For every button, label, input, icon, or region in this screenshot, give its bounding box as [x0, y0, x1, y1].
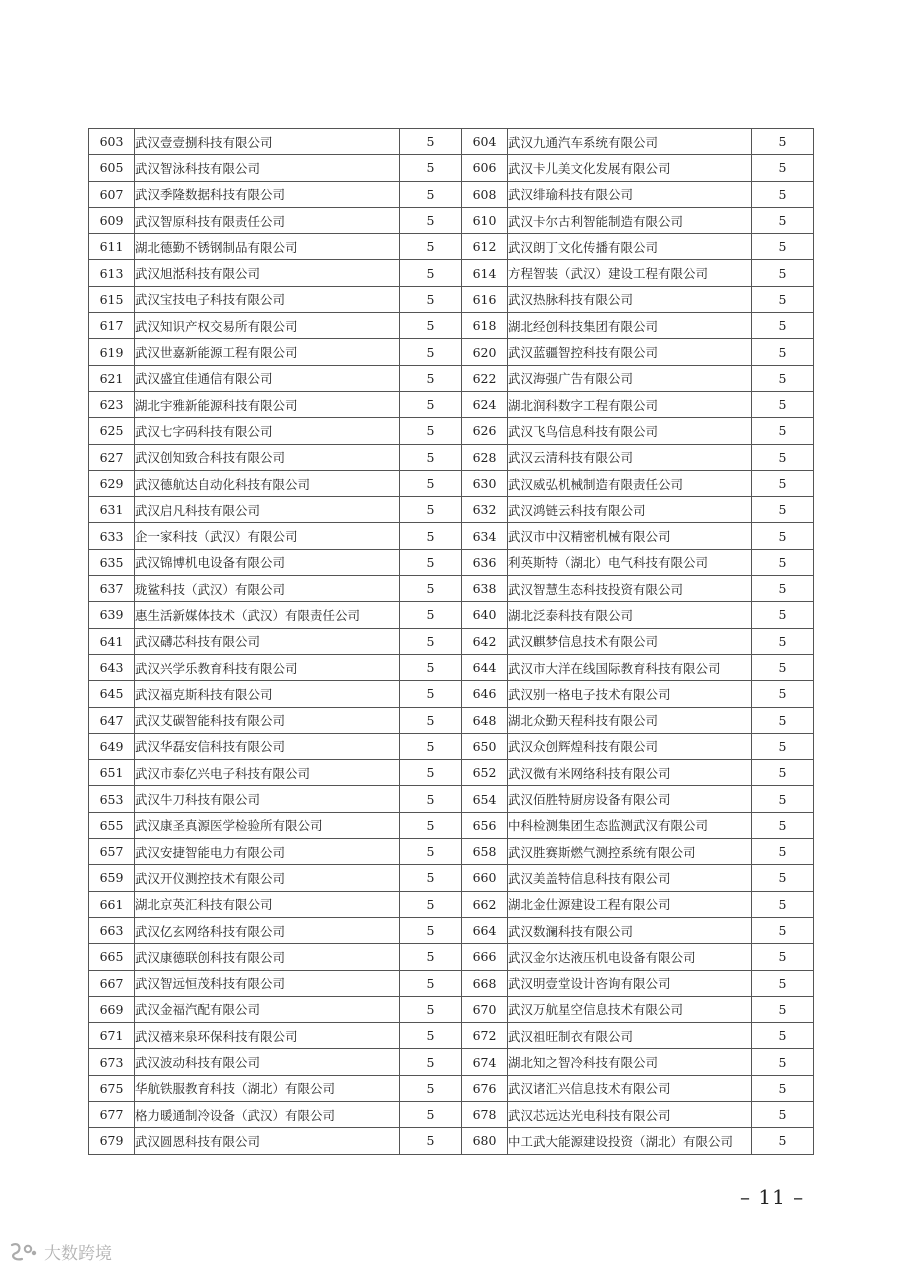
- serial-number-cell: 670: [462, 996, 508, 1022]
- serial-number-cell: 659: [89, 865, 135, 891]
- score-cell: 5: [400, 733, 462, 759]
- score-cell: 5: [752, 733, 814, 759]
- table-row: [89, 181, 814, 207]
- score-cell: 5: [400, 181, 462, 207]
- serial-number-cell: 620: [462, 339, 508, 365]
- score-cell: 5: [752, 681, 814, 707]
- company-name-cell: 武汉威弘机械制造有限责任公司: [508, 470, 752, 496]
- serial-number-cell: 621: [89, 365, 135, 391]
- score-cell: 5: [752, 260, 814, 286]
- company-name-cell: 武汉知识产权交易所有限公司: [135, 313, 400, 339]
- serial-number-cell: 641: [89, 628, 135, 654]
- table-row: [89, 944, 814, 970]
- table-row: [89, 470, 814, 496]
- score-cell: 5: [752, 523, 814, 549]
- serial-number-cell: 646: [462, 681, 508, 707]
- score-cell: 5: [752, 286, 814, 312]
- score-cell: 5: [752, 418, 814, 444]
- company-name-cell: 武汉云清科技有限公司: [508, 444, 752, 470]
- company-name-cell: 惠生活新媒体技术（武汉）有限责任公司: [135, 602, 400, 628]
- serial-number-cell: 608: [462, 181, 508, 207]
- company-name-cell: 武汉宝技电子科技有限公司: [135, 286, 400, 312]
- table-row: [89, 707, 814, 733]
- company-name-cell: 武汉盛宜佳通信有限公司: [135, 365, 400, 391]
- company-name-cell: 武汉微有米网络科技有限公司: [508, 760, 752, 786]
- score-cell: 5: [752, 181, 814, 207]
- score-cell: 5: [400, 891, 462, 917]
- company-name-cell: 武汉康德联创科技有限公司: [135, 944, 400, 970]
- company-name-cell: 武汉绯瑜科技有限公司: [508, 181, 752, 207]
- serial-number-cell: 622: [462, 365, 508, 391]
- company-name-cell: 湖北京英汇科技有限公司: [135, 891, 400, 917]
- table-row: [89, 339, 814, 365]
- table-row: [89, 234, 814, 260]
- company-name-cell: 武汉世嘉新能源工程有限公司: [135, 339, 400, 365]
- company-name-cell: 武汉祖旺制衣有限公司: [508, 1023, 752, 1049]
- company-name-cell: 中科检测集团生态监测武汉有限公司: [508, 812, 752, 838]
- serial-number-cell: 609: [89, 207, 135, 233]
- company-name-cell: 湖北众勤天程科技有限公司: [508, 707, 752, 733]
- score-cell: 5: [752, 129, 814, 155]
- serial-number-cell: 606: [462, 155, 508, 181]
- serial-number-cell: 647: [89, 707, 135, 733]
- watermark: [8, 1239, 112, 1264]
- score-cell: 5: [752, 313, 814, 339]
- company-roster-table: [88, 128, 814, 1155]
- score-cell: 5: [400, 418, 462, 444]
- serial-number-cell: 631: [89, 497, 135, 523]
- company-name-cell: 武汉市中汉精密机械有限公司: [508, 523, 752, 549]
- table-row: [89, 1101, 814, 1127]
- score-cell: 5: [400, 865, 462, 891]
- score-cell: 5: [400, 654, 462, 680]
- company-name-cell: 武汉别一格电子技术有限公司: [508, 681, 752, 707]
- score-cell: 5: [752, 654, 814, 680]
- serial-number-cell: 672: [462, 1023, 508, 1049]
- company-name-cell: 武汉金福汽配有限公司: [135, 996, 400, 1022]
- company-name-cell: 中工武大能源建设投资（湖北）有限公司: [508, 1128, 752, 1154]
- score-cell: 5: [400, 444, 462, 470]
- company-name-cell: 格力暖通制冷设备（武汉）有限公司: [135, 1101, 400, 1127]
- table-row: [89, 313, 814, 339]
- serial-number-cell: 626: [462, 418, 508, 444]
- score-cell: 5: [400, 155, 462, 181]
- score-cell: 5: [400, 1075, 462, 1101]
- company-name-cell: 武汉卡尔古利智能制造有限公司: [508, 207, 752, 233]
- company-name-cell: 湖北经创科技集团有限公司: [508, 313, 752, 339]
- company-name-cell: 湖北润科数字工程有限公司: [508, 391, 752, 417]
- table-row: [89, 576, 814, 602]
- serial-number-cell: 652: [462, 760, 508, 786]
- score-cell: 5: [752, 944, 814, 970]
- company-name-cell: 武汉芯远达光电科技有限公司: [508, 1101, 752, 1127]
- table-row: [89, 1023, 814, 1049]
- company-name-cell: 湖北金仕源建设工程有限公司: [508, 891, 752, 917]
- score-cell: 5: [752, 996, 814, 1022]
- company-name-cell: 湖北泛泰科技有限公司: [508, 602, 752, 628]
- score-cell: 5: [752, 391, 814, 417]
- score-cell: 5: [752, 576, 814, 602]
- score-cell: 5: [400, 576, 462, 602]
- serial-number-cell: 655: [89, 812, 135, 838]
- serial-number-cell: 638: [462, 576, 508, 602]
- company-name-cell: 武汉明壹堂设计咨询有限公司: [508, 970, 752, 996]
- score-cell: 5: [400, 839, 462, 865]
- score-cell: 5: [400, 812, 462, 838]
- score-cell: 5: [752, 602, 814, 628]
- table-row: [89, 917, 814, 943]
- score-cell: 5: [400, 628, 462, 654]
- serial-number-cell: 635: [89, 549, 135, 575]
- score-cell: 5: [752, 628, 814, 654]
- serial-number-cell: 614: [462, 260, 508, 286]
- serial-number-cell: 671: [89, 1023, 135, 1049]
- serial-number-cell: 651: [89, 760, 135, 786]
- serial-number-cell: 624: [462, 391, 508, 417]
- serial-number-cell: 660: [462, 865, 508, 891]
- company-name-cell: 武汉开仪测控技术有限公司: [135, 865, 400, 891]
- serial-number-cell: 623: [89, 391, 135, 417]
- score-cell: 5: [752, 707, 814, 733]
- serial-number-cell: 668: [462, 970, 508, 996]
- score-cell: 5: [752, 786, 814, 812]
- company-name-cell: 武汉朗丁文化传播有限公司: [508, 234, 752, 260]
- serial-number-cell: 636: [462, 549, 508, 575]
- score-cell: 5: [752, 497, 814, 523]
- table-row: [89, 523, 814, 549]
- serial-number-cell: 654: [462, 786, 508, 812]
- serial-number-cell: 637: [89, 576, 135, 602]
- serial-number-cell: 627: [89, 444, 135, 470]
- company-name-cell: 武汉万航星空信息技术有限公司: [508, 996, 752, 1022]
- company-name-cell: 武汉启凡科技有限公司: [135, 497, 400, 523]
- score-cell: 5: [400, 970, 462, 996]
- score-cell: 5: [752, 865, 814, 891]
- company-name-cell: 武汉禧来泉环保科技有限公司: [135, 1023, 400, 1049]
- company-name-cell: 武汉鸿链云科技有限公司: [508, 497, 752, 523]
- score-cell: 5: [400, 760, 462, 786]
- roster-body: [89, 129, 814, 1155]
- score-cell: 5: [400, 313, 462, 339]
- table-row: [89, 681, 814, 707]
- company-name-cell: 武汉壹壹捌科技有限公司: [135, 129, 400, 155]
- serial-number-cell: 674: [462, 1049, 508, 1075]
- table-row: [89, 207, 814, 233]
- table-row: [89, 733, 814, 759]
- table-row: [89, 365, 814, 391]
- company-name-cell: 武汉创知致合科技有限公司: [135, 444, 400, 470]
- company-name-cell: 武汉旭湉科技有限公司: [135, 260, 400, 286]
- serial-number-cell: 610: [462, 207, 508, 233]
- table-row: [89, 970, 814, 996]
- score-cell: 5: [752, 155, 814, 181]
- company-name-cell: 武汉牛刀科技有限公司: [135, 786, 400, 812]
- table-row: [89, 1075, 814, 1101]
- score-cell: 5: [752, 1075, 814, 1101]
- score-cell: 5: [400, 1128, 462, 1154]
- company-name-cell: 武汉福克斯科技有限公司: [135, 681, 400, 707]
- score-cell: 5: [752, 1023, 814, 1049]
- table-row: [89, 1128, 814, 1154]
- serial-number-cell: 629: [89, 470, 135, 496]
- page-number: – 11 –: [740, 1185, 805, 1209]
- serial-number-cell: 673: [89, 1049, 135, 1075]
- table-row: [89, 865, 814, 891]
- company-name-cell: 武汉季隆数据科技有限公司: [135, 181, 400, 207]
- score-cell: 5: [400, 207, 462, 233]
- watermark-text: 大数跨境: [44, 1244, 112, 1264]
- company-name-cell: 武汉海强广告有限公司: [508, 365, 752, 391]
- company-name-cell: 武汉亿玄网络科技有限公司: [135, 917, 400, 943]
- serial-number-cell: 649: [89, 733, 135, 759]
- serial-number-cell: 607: [89, 181, 135, 207]
- serial-number-cell: 677: [89, 1101, 135, 1127]
- serial-number-cell: 604: [462, 129, 508, 155]
- table-row: [89, 602, 814, 628]
- serial-number-cell: 676: [462, 1075, 508, 1101]
- table-row: [89, 129, 814, 155]
- company-name-cell: 武汉飞鸟信息科技有限公司: [508, 418, 752, 444]
- score-cell: 5: [400, 996, 462, 1022]
- serial-number-cell: 653: [89, 786, 135, 812]
- table-row: [89, 760, 814, 786]
- score-cell: 5: [752, 839, 814, 865]
- company-name-cell: 武汉数澜科技有限公司: [508, 917, 752, 943]
- serial-number-cell: 648: [462, 707, 508, 733]
- table-row: [89, 786, 814, 812]
- score-cell: 5: [400, 681, 462, 707]
- company-name-cell: 武汉市大洋在线国际教育科技有限公司: [508, 654, 752, 680]
- company-name-cell: 武汉礴芯科技有限公司: [135, 628, 400, 654]
- serial-number-cell: 612: [462, 234, 508, 260]
- score-cell: 5: [400, 1101, 462, 1127]
- company-name-cell: 武汉卡儿美文化发展有限公司: [508, 155, 752, 181]
- table-row: [89, 497, 814, 523]
- table-row: [89, 418, 814, 444]
- score-cell: 5: [400, 497, 462, 523]
- score-cell: 5: [752, 1128, 814, 1154]
- serial-number-cell: 650: [462, 733, 508, 759]
- serial-number-cell: 639: [89, 602, 135, 628]
- score-cell: 5: [400, 129, 462, 155]
- company-name-cell: 武汉兴学乐教育科技有限公司: [135, 654, 400, 680]
- company-name-cell: 武汉热脉科技有限公司: [508, 286, 752, 312]
- table-row: [89, 891, 814, 917]
- score-cell: 5: [400, 260, 462, 286]
- score-cell: 5: [752, 1101, 814, 1127]
- serial-number-cell: 618: [462, 313, 508, 339]
- serial-number-cell: 619: [89, 339, 135, 365]
- company-name-cell: 武汉康圣真源医学检验所有限公司: [135, 812, 400, 838]
- serial-number-cell: 665: [89, 944, 135, 970]
- serial-number-cell: 667: [89, 970, 135, 996]
- company-name-cell: 方程智装（武汉）建设工程有限公司: [508, 260, 752, 286]
- company-name-cell: 湖北德勤不锈钢制品有限公司: [135, 234, 400, 260]
- company-name-cell: 武汉智慧生态科技投资有限公司: [508, 576, 752, 602]
- score-cell: 5: [400, 917, 462, 943]
- serial-number-cell: 634: [462, 523, 508, 549]
- company-name-cell: 武汉锦博机电设备有限公司: [135, 549, 400, 575]
- table-row: [89, 628, 814, 654]
- company-name-cell: 华航铁服教育科技（湖北）有限公司: [135, 1075, 400, 1101]
- score-cell: 5: [400, 470, 462, 496]
- table-row: [89, 444, 814, 470]
- table-row: [89, 260, 814, 286]
- company-name-cell: 武汉智泳科技有限公司: [135, 155, 400, 181]
- score-cell: 5: [752, 917, 814, 943]
- serial-number-cell: 657: [89, 839, 135, 865]
- serial-number-cell: 616: [462, 286, 508, 312]
- serial-number-cell: 658: [462, 839, 508, 865]
- table-row: [89, 391, 814, 417]
- score-cell: 5: [400, 1049, 462, 1075]
- table-row: [89, 549, 814, 575]
- table-row: [89, 812, 814, 838]
- table-row: [89, 654, 814, 680]
- table-row: [89, 839, 814, 865]
- score-cell: 5: [400, 234, 462, 260]
- company-name-cell: 湖北知之智冷科技有限公司: [508, 1049, 752, 1075]
- score-cell: 5: [752, 1049, 814, 1075]
- score-cell: 5: [400, 339, 462, 365]
- company-name-cell: 武汉智远恒茂科技有限公司: [135, 970, 400, 996]
- serial-number-cell: 603: [89, 129, 135, 155]
- serial-number-cell: 663: [89, 917, 135, 943]
- score-cell: 5: [752, 234, 814, 260]
- serial-number-cell: 640: [462, 602, 508, 628]
- score-cell: 5: [752, 812, 814, 838]
- score-cell: 5: [752, 365, 814, 391]
- company-name-cell: 武汉智原科技有限责任公司: [135, 207, 400, 233]
- score-cell: 5: [400, 1023, 462, 1049]
- company-name-cell: 珑鲨科技（武汉）有限公司: [135, 576, 400, 602]
- brand-logo-icon: [8, 1241, 38, 1263]
- company-name-cell: 湖北宇雅新能源科技有限公司: [135, 391, 400, 417]
- score-cell: 5: [752, 549, 814, 575]
- company-name-cell: 武汉波动科技有限公司: [135, 1049, 400, 1075]
- company-name-cell: 武汉圆恩科技有限公司: [135, 1128, 400, 1154]
- score-cell: 5: [400, 365, 462, 391]
- serial-number-cell: 666: [462, 944, 508, 970]
- company-name-cell: 武汉佰胜特厨房设备有限公司: [508, 786, 752, 812]
- serial-number-cell: 644: [462, 654, 508, 680]
- serial-number-cell: 605: [89, 155, 135, 181]
- serial-number-cell: 632: [462, 497, 508, 523]
- serial-number-cell: 678: [462, 1101, 508, 1127]
- serial-number-cell: 628: [462, 444, 508, 470]
- serial-number-cell: 613: [89, 260, 135, 286]
- score-cell: 5: [400, 602, 462, 628]
- score-cell: 5: [400, 549, 462, 575]
- serial-number-cell: 669: [89, 996, 135, 1022]
- score-cell: 5: [400, 286, 462, 312]
- serial-number-cell: 675: [89, 1075, 135, 1101]
- serial-number-cell: 680: [462, 1128, 508, 1154]
- score-cell: 5: [400, 707, 462, 733]
- serial-number-cell: 679: [89, 1128, 135, 1154]
- serial-number-cell: 642: [462, 628, 508, 654]
- serial-number-cell: 664: [462, 917, 508, 943]
- company-name-cell: 武汉美盖特信息科技有限公司: [508, 865, 752, 891]
- serial-number-cell: 645: [89, 681, 135, 707]
- score-cell: 5: [752, 970, 814, 996]
- table-row: [89, 996, 814, 1022]
- serial-number-cell: 662: [462, 891, 508, 917]
- company-name-cell: 武汉市泰亿兴电子科技有限公司: [135, 760, 400, 786]
- score-cell: 5: [400, 391, 462, 417]
- score-cell: 5: [400, 786, 462, 812]
- score-cell: 5: [752, 207, 814, 233]
- serial-number-cell: 656: [462, 812, 508, 838]
- company-name-cell: 武汉众创辉煌科技有限公司: [508, 733, 752, 759]
- score-cell: 5: [752, 891, 814, 917]
- score-cell: 5: [752, 470, 814, 496]
- score-cell: 5: [752, 444, 814, 470]
- company-name-cell: 利英斯特（湖北）电气科技有限公司: [508, 549, 752, 575]
- company-name-cell: 武汉安捷智能电力有限公司: [135, 839, 400, 865]
- serial-number-cell: 661: [89, 891, 135, 917]
- score-cell: 5: [400, 523, 462, 549]
- company-name-cell: 武汉胜赛斯燃气测控系统有限公司: [508, 839, 752, 865]
- serial-number-cell: 617: [89, 313, 135, 339]
- serial-number-cell: 615: [89, 286, 135, 312]
- serial-number-cell: 611: [89, 234, 135, 260]
- serial-number-cell: 633: [89, 523, 135, 549]
- company-name-cell: 武汉诸汇兴信息技术有限公司: [508, 1075, 752, 1101]
- serial-number-cell: 630: [462, 470, 508, 496]
- company-name-cell: 武汉华磊安信科技有限公司: [135, 733, 400, 759]
- company-name-cell: 武汉麒梦信息技术有限公司: [508, 628, 752, 654]
- score-cell: 5: [752, 760, 814, 786]
- company-name-cell: 武汉蓝疆智控科技有限公司: [508, 339, 752, 365]
- table-row: [89, 286, 814, 312]
- table-row: [89, 155, 814, 181]
- company-name-cell: 武汉德航达自动化科技有限公司: [135, 470, 400, 496]
- company-name-cell: 武汉艾碳智能科技有限公司: [135, 707, 400, 733]
- score-cell: 5: [752, 339, 814, 365]
- company-name-cell: 武汉七字码科技有限公司: [135, 418, 400, 444]
- company-name-cell: 企一家科技（武汉）有限公司: [135, 523, 400, 549]
- score-cell: 5: [400, 944, 462, 970]
- company-name-cell: 武汉九通汽车系统有限公司: [508, 129, 752, 155]
- table-row: [89, 1049, 814, 1075]
- company-name-cell: 武汉金尔达液压机电设备有限公司: [508, 944, 752, 970]
- serial-number-cell: 625: [89, 418, 135, 444]
- serial-number-cell: 643: [89, 654, 135, 680]
